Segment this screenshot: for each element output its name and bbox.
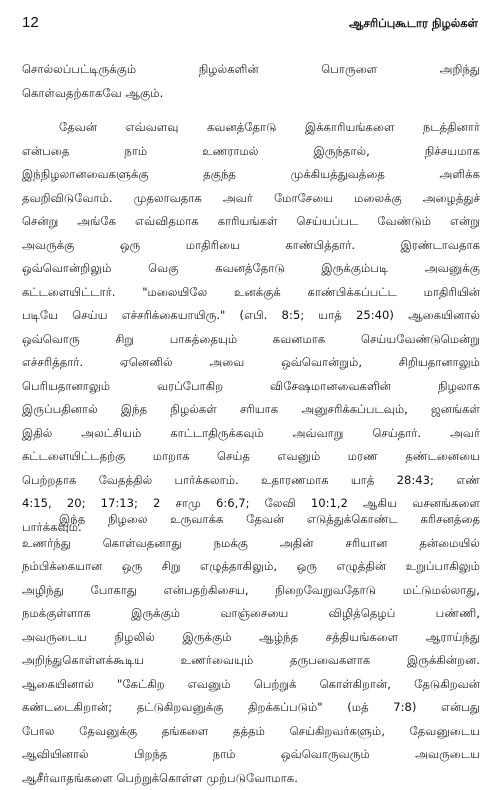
text-line: பெரியதானாலும் வரப்போகிற விசேஷமானவைகளின் நிழலாக <box>22 375 480 399</box>
text-line: தேவன் எவ்வளவு கவனத்தோடு இக்காரியங்களை நடத்தினார் <box>22 116 480 140</box>
running-title: ஆசரிப்புகூடார நிழல்கள் <box>349 16 478 32</box>
page-header <box>0 0 500 32</box>
text-line: இதில் அலட்சியம் காட்டாதிருக்கவும் அவ்வாறு செய்தார். அவர் <box>22 422 480 446</box>
text-line: ஆசீர்வாதங்களை பெற்றுக்கொள்ள முற்படுவோமாக. <box>22 767 480 790</box>
text-line: பார்க்கவும். <box>22 516 480 540</box>
text-line: என்பதை நாம் உணராமல் இருந்தால், நிச்சயமாக <box>22 140 480 164</box>
paragraph-2 <box>22 116 480 539</box>
text-line: எச்சரித்தார். ஏனெனில் அவை ஒவ்வொன்றும், சிறியதானாலும் <box>22 351 480 375</box>
text-line: அவருக்கு ஒரு மாதிரியை காண்பித்தார். இரண்டாவதாக <box>22 234 480 258</box>
text-line: இருப்பதினால் இந்த நிழல்கள் சரியாக அனுசரிக்கப்படவும், ஜனங்கள் <box>22 398 480 422</box>
text-line: ஆவியினால் பிறந்த நாம் ஒவ்வொருவரும் அவருடைய <box>22 743 480 767</box>
text-line: சொல்லப்பட்டிருக்கும் நிழல்களின் பொருளை அறிந்து <box>22 58 480 82</box>
text-line: உணர்ந்து கொள்வதனாது நமக்கு அதின் சரியான தன்மையில் <box>22 532 480 556</box>
text-line: சென்று அங்கே எவ்விதமாக காரியங்கள் செய்யப்பட வேண்டும் என்று <box>22 210 480 234</box>
text-line: அறிந்துகொள்ளக்கூடிய உணர்வையும் தருபவைகளாக இருக்கின்றன. <box>22 649 480 673</box>
text-line: அவருடைய நிழலில் இருக்கும் ஆழ்ந்த சத்தியங்களை ஆராய்ந்து <box>22 626 480 650</box>
text-line: தவறிவிடுவோம். முதலாவதாக அவர் மோசேயை மலைக்கு அழைத்துச் <box>22 187 480 211</box>
text-line: போல தேவனுக்கு தங்களை தத்தம் செய்கிறவர்களும், தேவனுடைய <box>22 720 480 744</box>
paragraph-1 <box>22 58 480 105</box>
text-line: கொள்வதற்காகவே ஆகும். <box>22 82 480 106</box>
text-line: நம்பிக்கையான ஒரு சிறு எழுத்தாகிலும், ஒரு எழுத்தின் உறுப்பாகிலும் <box>22 555 480 579</box>
text-line: கட்டளையிட்டதற்கு மாறாக செய்த எவனும் மரண தண்டனையை <box>22 445 480 469</box>
text-line: 4:15, 20; 17:13; 2 சாமு 6:6,7; லேவி 10:1,2 ஆகிய வசனங்களை <box>22 492 480 516</box>
paragraph-3 <box>22 508 480 790</box>
text-line: இந்த நிழலை உருவாக்க தேவன் எடுத்துக்கொண்ட கரிசனத்தை <box>22 508 480 532</box>
text-line: ஒவ்வொன்றிலும் வெகு கவனத்தோடு இருக்கும்படி அவனுக்கு <box>22 257 480 281</box>
text-line: கட்டளையிட்டார். "மலையிலே உனக்குக் காண்பிக்கப்பட்ட மாதிரியின் <box>22 281 480 305</box>
text-line: பெற்றதாக வேதத்தில் பார்க்கலாம். உதாரணமாக யாத் 28:43; எண் <box>22 469 480 493</box>
text-line: நமக்குள்ளாக இருக்கும் வாஞ்சையை விழித்தெழப் பண்ணி, <box>22 602 480 626</box>
text-line: அழிந்து போகாது என்பதற்கிசைய, நிறைவேறுவதோடு மட்டுமல்லாது, <box>22 579 480 603</box>
text-line: கண்டடைகிறான்; தட்டுகிறவனுக்கு திறக்கப்படும்" (மத் 7:8) என்பது <box>22 696 480 720</box>
text-line: ஆகையினால் "கேட்கிற எவனும் பெற்றுக் கொள்கிறான், தேடுகிறவன் <box>22 673 480 697</box>
text-line: படியே செய்ய எச்சரிக்கையாயிரு." (எபி. 8:5; யாத் 25:40) ஆகையினால் <box>22 304 480 328</box>
text-line: ஒவ்வொரு சிறு பாகத்தையும் கவனமாக செய்யவேண்டுமென்று <box>22 328 480 352</box>
text-line: இந்நிழலானவைகளுக்கு தகுந்த முக்கியத்துவத்தை அளிக்க <box>22 163 480 187</box>
page-number: 12 <box>22 14 39 31</box>
